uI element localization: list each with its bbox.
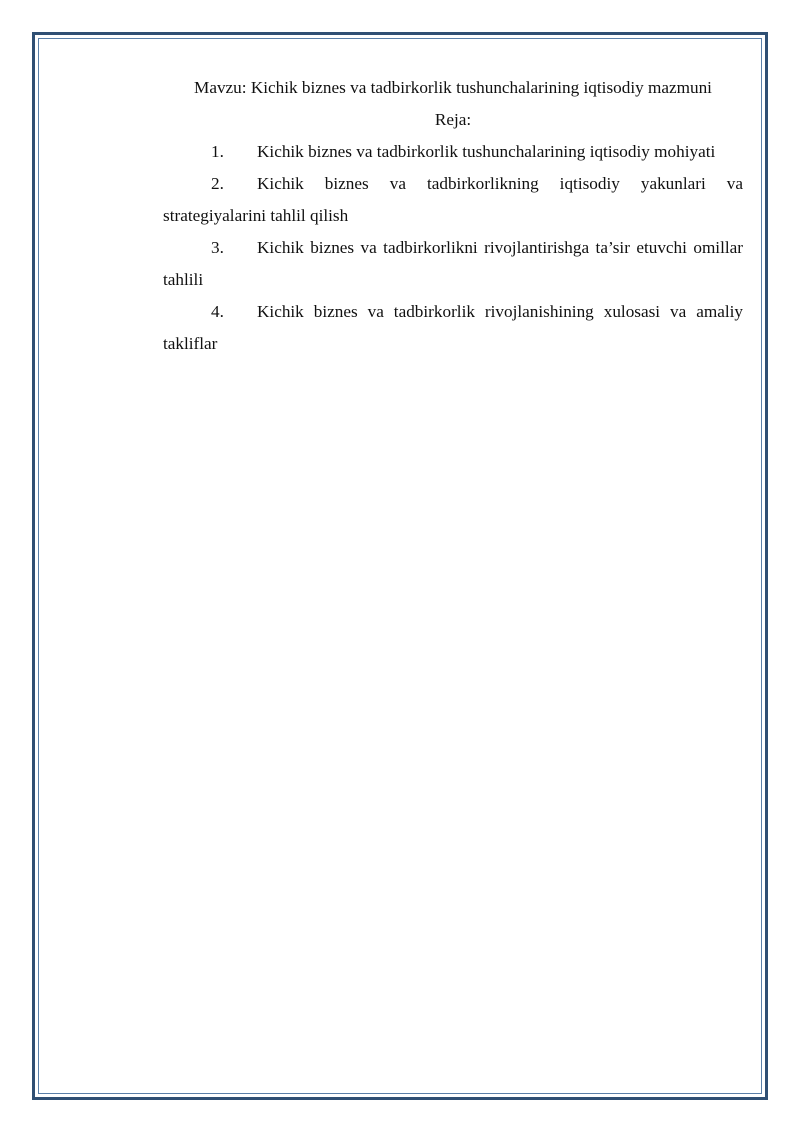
plan-item-3 [163, 232, 743, 296]
plan-item-text: Kichik biznes va tadbirkorlik rivojlanishining xulosasi va amaliy takliflar [163, 302, 743, 353]
plan-item-text: Kichik biznes va tadbirkorlik tushunchalarining iqtisodiy mohiyati [257, 142, 716, 161]
plan-item-number: 1. [211, 142, 224, 161]
plan-item-1 [163, 136, 743, 168]
plan-item-text: Kichik biznes va tadbirkorlikni rivojlantirishga ta’sir etuvchi omillar tahlili [163, 238, 743, 289]
document-body [163, 72, 743, 360]
plan-item-text: Kichik biznes va tadbirkorlikning iqtisodiy yakunlari va strategiyalarini tahlil qilish [163, 174, 743, 225]
plan-item-number: 2. [211, 174, 224, 193]
plan-item-number: 4. [211, 302, 224, 321]
plan-item-4 [163, 296, 743, 360]
plan-item-number: 3. [211, 238, 224, 257]
plan-item-2 [163, 168, 743, 232]
plan-list [163, 136, 743, 360]
document-title: Mavzu: Kichik biznes va tadbirkorlik tushunchalarining iqtisodiy mazmuni [194, 78, 712, 97]
plan-label: Reja: [434, 110, 472, 129]
